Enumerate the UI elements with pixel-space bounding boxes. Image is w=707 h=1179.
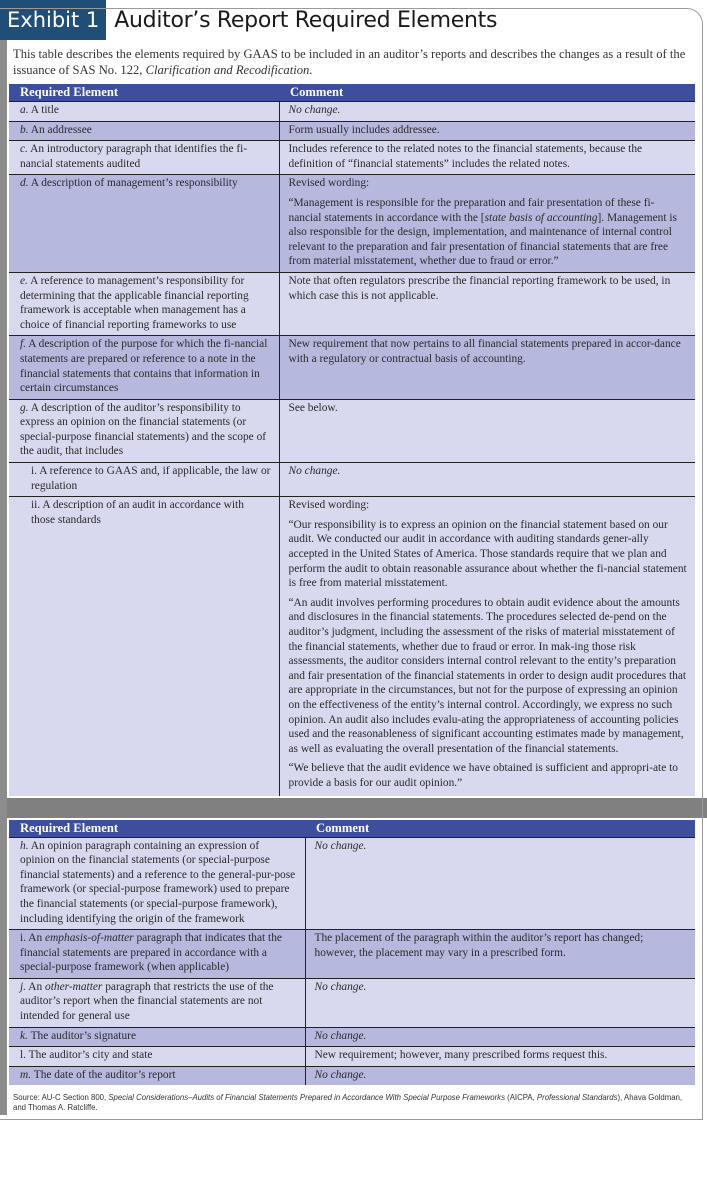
element-text-end: paragraph that indicates that the financial statements are prepared in accordance with a special-purpose framework (when applicable)	[20, 932, 282, 974]
comment-cell: Includes reference to the related notes to the financial statements, because the definition of “financial statements” includes the related notes.	[279, 141, 695, 175]
element-cell	[9, 175, 279, 273]
comment-lead: Revised wording:	[288, 499, 370, 512]
required-elements-table-part-2	[9, 820, 695, 1086]
quoted-paragraph: “Our responsibility is to express an opinion on the financial statement based on our audit. We conducted our audit in accordance with auditing standards gener-ally accepted in the United States of America. Those standards require that we plan and perform the audit to obtain reasonable assurance about whether the fi-nancial statement is free from material misstatement.	[288, 518, 687, 590]
element-cell	[9, 837, 305, 930]
comment-cell: Form usually includes addressee.	[279, 121, 695, 141]
row-letter: l.	[20, 1049, 27, 1062]
intro-italic-title: Clarification and Recodification	[145, 63, 310, 77]
element-text-end: paragraph that restricts the use of the auditor’s report when the financial statements are not intended for general use	[20, 980, 274, 1023]
table-row	[9, 463, 695, 497]
table-row	[9, 1027, 695, 1047]
table-row	[9, 930, 695, 979]
row-letter: e.	[20, 274, 28, 287]
table-row	[9, 837, 695, 930]
element-cell	[9, 399, 279, 462]
column-header-comment: Comment	[305, 820, 695, 838]
comment-cell: No change.	[279, 463, 695, 497]
quoted-paragraph: “We believe that the audit evidence we have obtained is sufficient and appropri-ate to provide a basis for our audit opinion.”	[288, 762, 678, 789]
element-text: A title	[30, 104, 59, 116]
quote-italic: state basis of accounting	[484, 211, 598, 224]
row-letter: i.	[20, 932, 27, 945]
row-letter: h.	[20, 839, 29, 852]
source-title: Special Considerations–Audits of Financial Statements Prepared in Accordance With Special Purpose Frameworks	[108, 1093, 505, 1103]
element-cell	[9, 141, 279, 175]
element-cell	[9, 978, 305, 1027]
element-cell	[9, 1047, 305, 1067]
source-note	[13, 1093, 693, 1113]
element-cell	[9, 272, 279, 335]
comment-cell: No change.	[305, 978, 695, 1027]
element-text: A description of an audit in accordance with those standards	[31, 499, 244, 526]
left-border-rule	[0, 40, 7, 1115]
source-publication: Professional Standards	[536, 1093, 618, 1103]
intro-paragraph	[13, 46, 695, 78]
exhibit-label: Exhibit 1	[0, 0, 106, 40]
row-letter: c.	[20, 143, 28, 156]
table-header-row	[9, 820, 695, 838]
column-header-element: Required Element	[9, 84, 279, 102]
element-text: An	[28, 980, 46, 993]
table-row	[9, 175, 695, 273]
table-row	[9, 121, 695, 141]
element-text: A description of the auditor’s responsibility to express an opinion on the financial statements (or special-purpose financial statements) and the scope of the audit, that includes	[20, 401, 267, 458]
element-italic: other-matter	[45, 980, 103, 993]
quote-text: “Management is responsible for the preparation and fair presentation of these fi-nancial statements in accordance with the [	[288, 196, 655, 224]
element-italic: emphasis-of-matter	[45, 932, 134, 945]
element-text: The auditor’s city and state	[28, 1049, 153, 1062]
table-header-row	[9, 84, 695, 102]
comment-cell	[279, 175, 695, 273]
table-row	[9, 1047, 695, 1067]
table-row	[9, 1066, 695, 1085]
table-row	[9, 102, 695, 122]
page-break-bar	[0, 798, 707, 818]
comment-cell: New requirement; however, many prescribed forms request this.	[305, 1047, 695, 1067]
element-cell	[9, 1066, 305, 1085]
table-row	[9, 141, 695, 175]
source-prefix: Source: AU-C Section 800,	[13, 1093, 109, 1103]
table-row	[9, 497, 695, 796]
element-cell	[9, 930, 305, 979]
comment-cell: No change.	[305, 1066, 695, 1085]
table-row	[9, 272, 695, 335]
row-letter: f.	[20, 338, 27, 351]
row-letter: ii.	[31, 499, 41, 512]
row-letter: g.	[20, 401, 29, 414]
row-letter: i.	[31, 465, 38, 478]
element-text: A reference to GAAS and, if applicable, the law or regulation	[31, 465, 271, 492]
comment-cell: See below.	[279, 399, 695, 462]
required-elements-table-part-1	[9, 84, 695, 796]
column-header-element: Required Element	[9, 820, 305, 838]
intro-text-end: .	[309, 63, 313, 77]
exhibit-header	[0, 0, 707, 40]
comment-cell: No change.	[279, 102, 695, 122]
table-row	[9, 336, 695, 399]
table-row	[9, 978, 695, 1027]
row-letter: b.	[20, 123, 29, 136]
element-cell	[9, 336, 279, 399]
table-row	[9, 399, 695, 462]
row-letter: d.	[20, 177, 29, 190]
source-authors: ), Ahava Goldman, and Thomas A. Ratcliffe.	[13, 1093, 683, 1113]
element-text: A description of management’s responsibility	[30, 177, 238, 190]
source-middle: (AICPA,	[504, 1093, 537, 1103]
element-cell	[9, 497, 279, 796]
row-letter: j.	[20, 980, 27, 993]
comment-cell: No change.	[305, 837, 695, 930]
comment-cell: No change.	[305, 1027, 695, 1047]
comment-cell: New requirement that now pertains to all financial statements prepared in accor-dance with a regulatory or contractual basis of accounting.	[279, 336, 695, 399]
element-cell	[9, 463, 279, 497]
element-text: An introductory paragraph that identifies the fi-nancial statements audited	[20, 143, 248, 170]
element-cell	[9, 102, 279, 122]
element-text: A reference to management’s responsibility for determining that the applicable financial reporting framework is acceptable when management has a choice of financial reporting frameworks to use	[20, 274, 249, 331]
element-text: An	[28, 932, 46, 945]
comment-lead: Revised wording:	[288, 177, 370, 190]
row-letter: a.	[20, 104, 29, 116]
element-text: A description of the purpose for which the fi-nancial statements are prepared or reference to a note in the financial statements that contains that information in certain circumstances	[20, 338, 268, 395]
intro-text: This table describes the elements required by GAAS to be included in an auditor’s reports and describes the changes as a result of the issuance of SAS No. 122,	[13, 47, 686, 77]
quoted-wording	[289, 196, 688, 269]
quoted-paragraph: “An audit involves performing procedures to obtain audit evidence about the amounts and disclosures in the financial statements. The procedures selected de-pend on the auditor’s judgment, including the assessment of the risks of material misstatement of the financial statements, whether due to fraud or error. In mak-ing those risk assessments, the auditor considers internal control relevant to the entity’s preparation and fair presentation of the financial statements in order to design audit procedures that are appropriate in the circumstances, but not for the purpose of expressing an opinion on the effectiveness of the entity’s internal control. Accordingly, we express no such opinion. An audit also includes evalu-ating the appropriateness of accounting policies used and the reasonableness of significant accounting estimates made by management, as well as evaluating the overall presentation of the financial statements.	[288, 596, 687, 755]
element-cell	[9, 1027, 305, 1047]
element-text: The date of the auditor’s report	[33, 1068, 176, 1081]
comment-cell: The placement of the paragraph within the auditor’s report has changed; however, the placement may vary in a prescribed form.	[305, 930, 695, 979]
comment-cell: Note that often regulators prescribe the financial reporting framework to be used, in which case this is not applicable.	[279, 272, 695, 335]
element-text: An addressee	[30, 123, 92, 136]
element-text: An opinion paragraph containing an expression of opinion on the financial statements (or special-purpose financial statements) and a reference to the general-pur-pose framework (or special-purpose framework) used to prepare the financial statements (or special-purpose framework), including identifying the origin of the framework	[20, 839, 296, 925]
quote-text-end: ]. Management is also responsible for the design, implementation, and maintenance of internal control relevant to the preparation and fair presentation of financial statements that are free from material misstatement, whether due to fraud or error.”	[288, 211, 677, 268]
element-cell	[9, 121, 279, 141]
exhibit-title: Auditor’s Report Required Elements	[114, 7, 498, 33]
element-text: The auditor’s signature	[30, 1029, 137, 1042]
column-header-comment: Comment	[279, 84, 695, 102]
row-letter: m.	[20, 1068, 32, 1081]
row-letter: k.	[20, 1029, 28, 1042]
comment-cell	[279, 497, 695, 796]
